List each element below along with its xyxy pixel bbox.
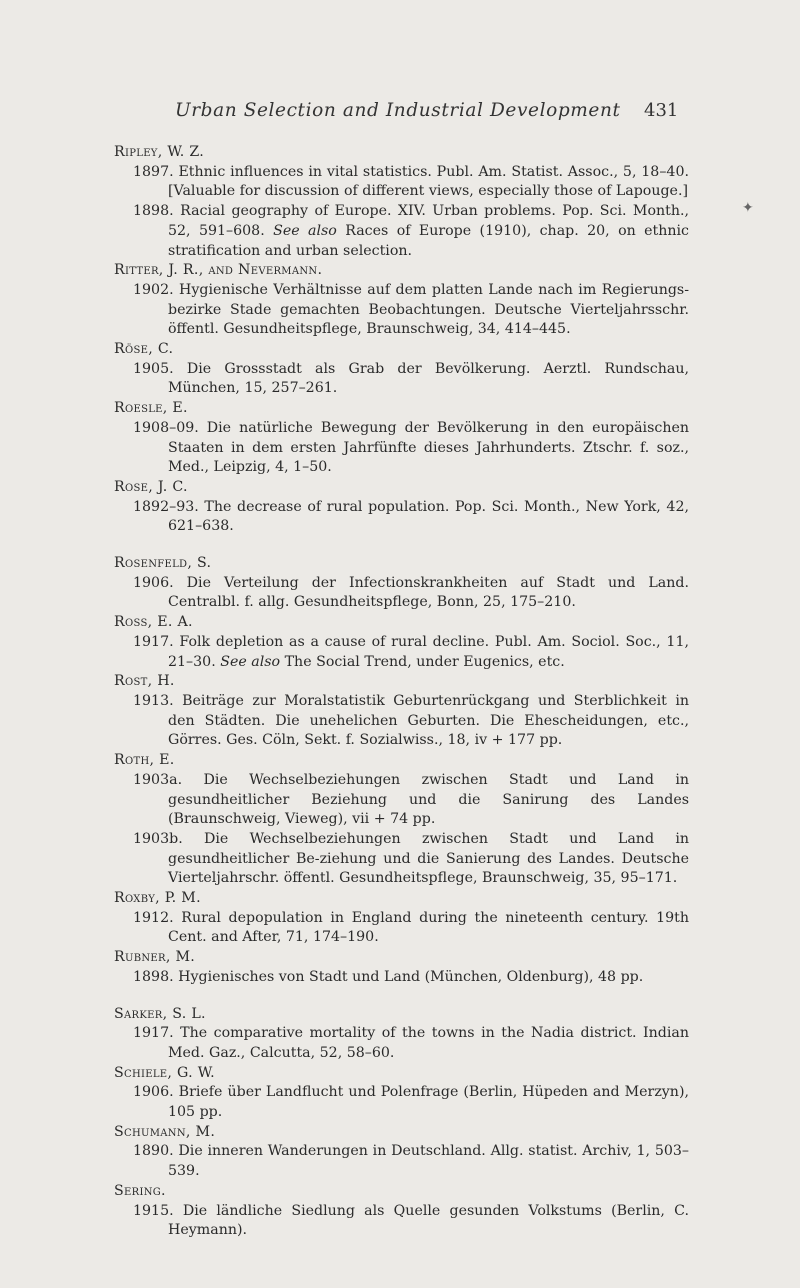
bibliography-entry xyxy=(114,261,689,340)
reference-year: 1905. xyxy=(133,360,174,377)
see-also-label: See also xyxy=(220,653,281,670)
entry-reference xyxy=(114,574,689,613)
entry-reference xyxy=(114,909,689,948)
entry-reference xyxy=(114,968,689,988)
reference-text: Die natürliche Bewegung der Bevölkerung in den europäischen Staaten in dem ersten Jahrfünfte dieses Jahrhunderts. Ztschr. f. soz., Med., Leipzig, 4, 1–50. xyxy=(168,419,689,476)
reference-year: 1906. xyxy=(133,574,174,591)
reference-year: 1897. xyxy=(133,163,174,180)
entry-author: Roxby, P. M. xyxy=(114,890,201,907)
bibliography-entry xyxy=(114,554,689,613)
bibliography-entry xyxy=(114,672,689,751)
bibliography-entry xyxy=(114,1064,689,1123)
reference-year: 1908–09. xyxy=(133,419,199,436)
reference-text: Die Wechselbeziehungen zwischen Stadt und Land in gesundheitlicher Beziehung und die Sanirung des Landes (Braunschweig, Vieweg), vii + 74 pp. xyxy=(168,771,689,828)
reference-text: Die inneren Wanderungen in Deutschland. Allg. statist. Archiv, 1, 503–539. xyxy=(168,1143,689,1180)
bibliography-entry xyxy=(114,143,689,261)
entry-author: Rose, J. C. xyxy=(114,478,188,495)
reference-text: Die Verteilung der Infectionskrankheiten auf Stadt und Land. Centralbl. f. allg. Gesundheitspflege, Bonn, 25, 175–210. xyxy=(168,574,689,611)
entry-author: Schumann, M. xyxy=(114,1123,216,1140)
reference-text-continued: The Social Trend, under Eugenics, etc. xyxy=(284,653,565,670)
entry-author: Roth, E. xyxy=(114,752,175,769)
reference-year: 1917. xyxy=(133,1025,174,1042)
reference-year: 1903b. xyxy=(133,830,183,847)
entry-author: Röse, C. xyxy=(114,341,174,358)
entry-reference xyxy=(114,1024,689,1063)
reference-text: Beiträge zur Moralstatistik Geburtenrückgang und Sterblichkeit in den Städten. Die unehelichen Geburten. Die Ehescheidungen, etc., Görres. Ges. Cöln, Sekt. f. Sozialwiss., 18, iv + 177 pp. xyxy=(168,692,689,749)
entry-reference xyxy=(114,360,689,399)
entry-reference xyxy=(114,633,689,672)
bibliography-entry xyxy=(114,613,689,672)
reference-year: 1902. xyxy=(133,281,174,298)
bibliography-entry xyxy=(114,478,689,537)
reference-text: Briefe über Landflucht und Polenfrage (Berlin, Hüpeden and Merzyn), 105 pp. xyxy=(168,1084,689,1121)
entry-author: Sering. xyxy=(114,1182,166,1199)
running-title: Urban Selection and Industrial Development xyxy=(175,100,621,121)
entry-reference xyxy=(114,1083,689,1122)
bibliography-entry xyxy=(114,948,689,987)
entry-reference xyxy=(114,692,689,751)
entry-reference xyxy=(114,419,689,478)
entry-author: Ross, E. A. xyxy=(114,614,193,631)
entry-author: Rosenfeld, S. xyxy=(114,555,212,572)
reference-year: 1915. xyxy=(133,1202,174,1219)
reference-text: The decrease of rural population. Pop. Sci. Month., New York, 42, 621–638. xyxy=(168,498,689,535)
page-header xyxy=(0,100,800,128)
reference-year: 1913. xyxy=(133,692,174,709)
entry-reference xyxy=(114,1202,689,1241)
reference-text: The comparative mortality of the towns in the Nadia district. Indian Med. Gaz., Calcutta, 52, 58–60. xyxy=(168,1025,690,1061)
bibliography-entry xyxy=(114,1123,689,1182)
margin-pencil-mark: ✦ xyxy=(742,200,754,216)
reference-year: 1917. xyxy=(133,633,174,650)
reference-year: 1903a. xyxy=(133,771,183,788)
reference-year: 1912. xyxy=(133,909,174,926)
reference-text: Folk depletion as a cause of rural decline. Publ. Am. Sociol. Soc., 11, 21–30. xyxy=(168,633,689,670)
reference-text: Die Grossstadt als Grab der Bevölkerung. Aerztl. Rundschau, München, 15, 257–261. xyxy=(168,360,689,397)
entry-author: Sarker, S. L. xyxy=(114,1005,206,1022)
entry-author: Rubner, M. xyxy=(114,949,196,966)
entry-author: Ripley, W. Z. xyxy=(114,144,205,160)
reference-year: 1892–93. xyxy=(133,498,199,515)
entry-author: Rost, H. xyxy=(114,673,175,690)
see-also-label: See also xyxy=(273,222,337,239)
reference-text: Racial geography of Europe. XIV. Urban problems. Pop. Sci. Month., 52, 591–608. xyxy=(168,203,689,239)
page-number: 431 xyxy=(644,100,679,121)
entry-reference xyxy=(114,830,689,889)
entry-author: Ritter, J. R., and Nevermann. xyxy=(114,262,323,279)
bibliography-entry xyxy=(114,1182,689,1241)
reference-year: 1906. xyxy=(133,1084,174,1101)
reference-text: Ethnic influences in vital statistics. Publ. Am. Statist. Assoc., 5, 18–40. [Valuable for discussion of different views, especially those of Lapouge.] xyxy=(168,163,689,200)
bibliography-list xyxy=(114,143,689,1241)
bibliography-entry xyxy=(114,1005,689,1064)
bibliography-entry xyxy=(114,399,689,478)
entry-reference xyxy=(114,281,689,340)
reference-year: 1890. xyxy=(133,1143,174,1160)
reference-year: 1898. xyxy=(133,968,174,985)
reference-text: Hygienisches von Stadt und Land (München, Oldenburg), 48 pp. xyxy=(178,968,644,985)
reference-year: 1898. xyxy=(133,203,174,220)
entry-author: Schiele, G. W. xyxy=(114,1064,215,1081)
entry-author: Roesle, E. xyxy=(114,400,188,417)
reference-text: Die ländliche Siedlung als Quelle gesunden Volkstums (Berlin, C. Heymann). xyxy=(168,1202,689,1239)
reference-text: Hygienische Verhältnisse auf dem platten Lande nach im Regierungs-bezirke Stade gemachten Beobachtungen. Deutsche Vierteljahrsschr. öffentl. Gesundheitspflege, Braunschweig, 34, 414–445. xyxy=(168,281,689,338)
entry-reference xyxy=(114,1142,689,1181)
entry-reference xyxy=(114,498,689,537)
entry-reference xyxy=(114,202,689,261)
bibliography-entry xyxy=(114,751,689,889)
entry-reference xyxy=(114,163,689,202)
reference-text-continued: Races of Europe (1910), chap. 20, on ethnic stratification and urban selection. xyxy=(168,222,689,259)
bibliography-entry xyxy=(114,889,689,948)
reference-text: Rural depopulation in England during the nineteenth century. 19th Cent. and After, 71, 174–190. xyxy=(168,909,689,946)
bibliography-entry xyxy=(114,340,689,399)
reference-text: Die Wechselbeziehungen zwischen Stadt und Land in gesundheitlicher Be-ziehung und die Sanierung des Landes. Deutsche Vierteljahrschr. öffentl. Gesundheitspflege, Braunschweig, 35, 95–171. xyxy=(168,830,690,887)
entry-reference xyxy=(114,771,689,830)
